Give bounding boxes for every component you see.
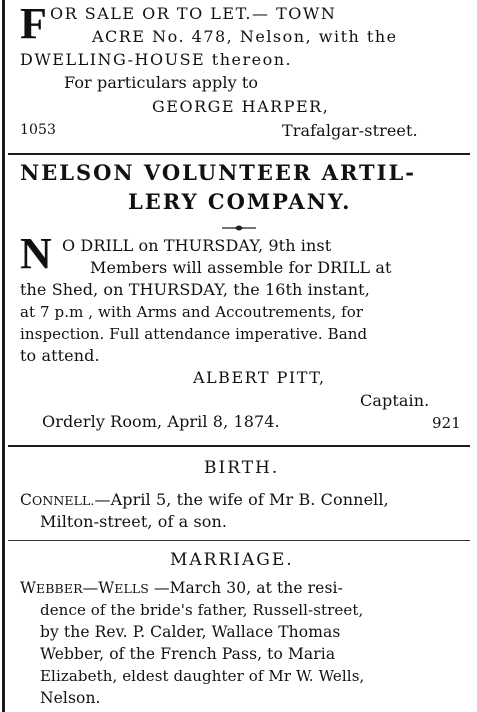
- marriage-bride-rest: ELLS: [114, 581, 149, 596]
- birth-surname-initial: C: [20, 491, 32, 509]
- sale-line-4: For particulars apply to: [64, 73, 259, 92]
- marriage-line-3: by the Rev. P. Calder, Wallace Thomas: [40, 623, 341, 641]
- sale-agent-name: GEORGE HARPER,: [152, 97, 330, 116]
- marriage-line-6: Nelson.: [40, 689, 101, 707]
- artillery-ad-number: 921: [432, 414, 461, 432]
- artillery-body-line-4: at 7 p.m , with Arms and Accoutrements, for: [20, 303, 364, 321]
- marriage-text-1: —March 30, at the resi-: [148, 579, 343, 597]
- sale-agent-street: Trafalgar-street.: [282, 121, 418, 140]
- marriage-groom-initial: W: [20, 579, 37, 597]
- birth-line-1: [20, 490, 389, 511]
- divider-1: [8, 153, 470, 155]
- artillery-dropcap: N: [20, 229, 52, 278]
- artillery-dateline: Orderly Room, April 8, 1874.: [42, 412, 280, 431]
- birth-surname-rest: ONNELL.: [31, 493, 95, 508]
- marriage-line-2: dence of the bride's father, Russell-street,: [40, 601, 364, 619]
- artillery-body-line-3: the Shed, on THURSDAY, the 16th instant,: [20, 280, 370, 299]
- sale-line-1: OR SALE OR TO LET.— TOWN: [50, 4, 337, 23]
- marriage-line-4: Webber, of the French Pass, to Maria: [40, 645, 336, 663]
- sale-dropcap: F: [20, 0, 47, 48]
- marriage-line-1: [20, 578, 343, 599]
- marriage-heading: MARRIAGE.: [170, 550, 294, 570]
- sale-line-3: DWELLING-HOUSE thereon.: [20, 50, 293, 69]
- marriage-dash: —: [82, 579, 99, 597]
- divider-3: [8, 540, 470, 541]
- artillery-body-line-5: inspection. Full attendance imperative. Band: [20, 325, 368, 343]
- artillery-rank: Captain.: [360, 391, 430, 410]
- marriage-bride-initial: W: [98, 579, 115, 597]
- artillery-body-line-6: to attend.: [20, 346, 100, 365]
- ornament-rule: [222, 223, 256, 233]
- marriage-groom-rest: EBBER: [36, 581, 83, 596]
- divider-2: [8, 445, 470, 447]
- artillery-body-line-2: Members will assemble for DRILL at: [90, 258, 392, 277]
- artillery-title-line-1: NELSON VOLUNTEER ARTIL-: [20, 160, 416, 185]
- column-left-rule: [2, 0, 5, 712]
- artillery-signer: ALBERT PITT,: [193, 368, 326, 387]
- birth-heading: BIRTH.: [204, 458, 280, 478]
- sale-line-2: ACRE No. 478, Nelson, with the: [92, 27, 398, 46]
- marriage-line-5: Elizabeth, eldest daughter of Mr W. Wells,: [40, 667, 365, 685]
- birth-line-2: Milton-street, of a son.: [40, 512, 228, 531]
- birth-text-1: —April 5, the wife of Mr B. Connell,: [94, 490, 389, 509]
- artillery-title-line-2: LERY COMPANY.: [128, 189, 352, 214]
- sale-ad-number: 1053: [20, 122, 57, 138]
- artillery-body-line-1: O DRILL on THURSDAY, 9th inst: [62, 236, 332, 255]
